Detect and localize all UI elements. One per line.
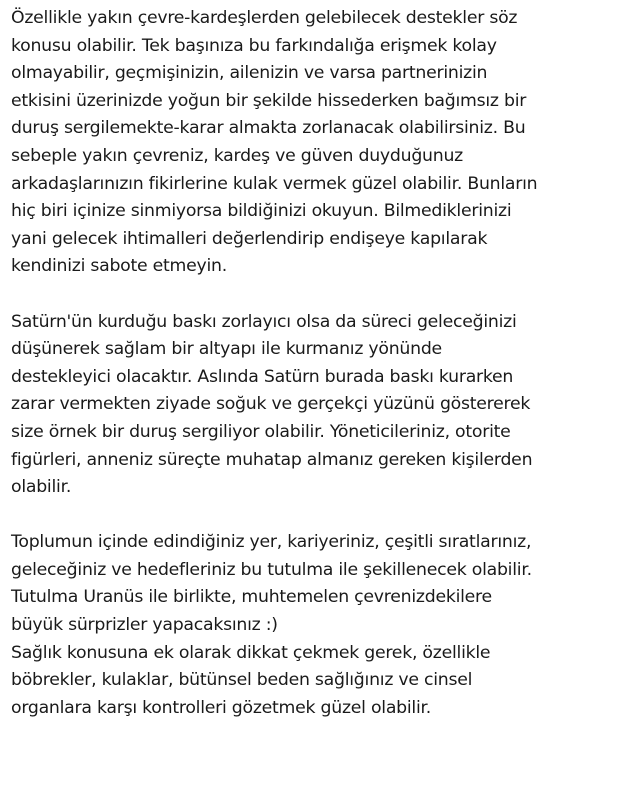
text-line: hiç biri içinize sinmiyorsa bildiğinizi okuyun. Bilmediklerinizi <box>11 201 512 222</box>
text-line: organlara karşı kontrolleri gözetmek güzel olabilir. <box>11 697 432 718</box>
text-line: Tutulma Uranüs ile birlikte, muhtemelen çevrenizdekilere <box>11 587 492 608</box>
text-line: Toplumun içinde edindiğiniz yer, kariyeriniz, çeşitli sıratlarınız, <box>11 532 532 553</box>
text-line: Özellikle yakın çevre-kardeşlerden gelebilecek destekler söz <box>11 8 518 28</box>
text-line: düşünerek sağlam bir altyapı ile kurmanız yönünde <box>11 339 442 360</box>
paragraph-2 <box>11 309 639 502</box>
paragraph-1 <box>11 5 639 281</box>
text-line: duruş sergilemekte-karar almakta zorlanacak olabilirsiniz. Bu <box>11 118 526 139</box>
text-line: sebeple yakın çevreniz, kardeş ve güven duyduğunuz <box>11 145 463 166</box>
text-line: zarar vermekten ziyade soğuk ve gerçekçi yüzünü göstererek <box>11 394 531 415</box>
paragraph-spacer <box>11 281 639 309</box>
text-line: yani gelecek ihtimalleri değerlendirip endişeye kapılarak <box>11 228 488 249</box>
text-line: olabilir. <box>11 477 72 498</box>
text-line: olmayabilir, geçmişinizin, ailenizin ve varsa partnerinizin <box>11 63 488 84</box>
text-line: figürleri, anneniz süreçte muhatap almanız gereken kişilerden <box>11 449 533 470</box>
text-line: büyük sürprizler yapacaksınız :) <box>11 615 278 636</box>
text-line: Satürn'ün kurduğu baskı zorlayıcı olsa da süreci geleceğinizi <box>11 311 517 332</box>
document-body <box>11 5 639 722</box>
paragraph-spacer <box>11 502 639 530</box>
text-line: geleceğiniz ve hedefleriniz bu tutulma ile şekillenecek olabilir. <box>11 559 532 580</box>
text-line: böbrekler, kulaklar, bütünsel beden sağlığınız ve cinsel <box>11 670 473 691</box>
paragraph-3 <box>11 529 639 722</box>
text-line: arkadaşlarınızın fikirlerine kulak vermek güzel olabilir. Bunların <box>11 173 538 194</box>
text-line: konusu olabilir. Tek başınıza bu farkındalığa erişmek kolay <box>11 35 497 56</box>
text-line: destekleyici olacaktır. Aslında Satürn burada baskı kurarken <box>11 366 514 387</box>
text-line: etkisini üzerinizde yoğun bir şekilde hissederken bağımsız bir <box>11 90 527 111</box>
text-line: size örnek bir duruş sergiliyor olabilir. Yöneticileriniz, otorite <box>11 421 511 442</box>
text-line: Sağlık konusuna ek olarak dikkat çekmek gerek, özellikle <box>11 642 491 663</box>
text-line: kendinizi sabote etmeyin. <box>11 256 228 277</box>
